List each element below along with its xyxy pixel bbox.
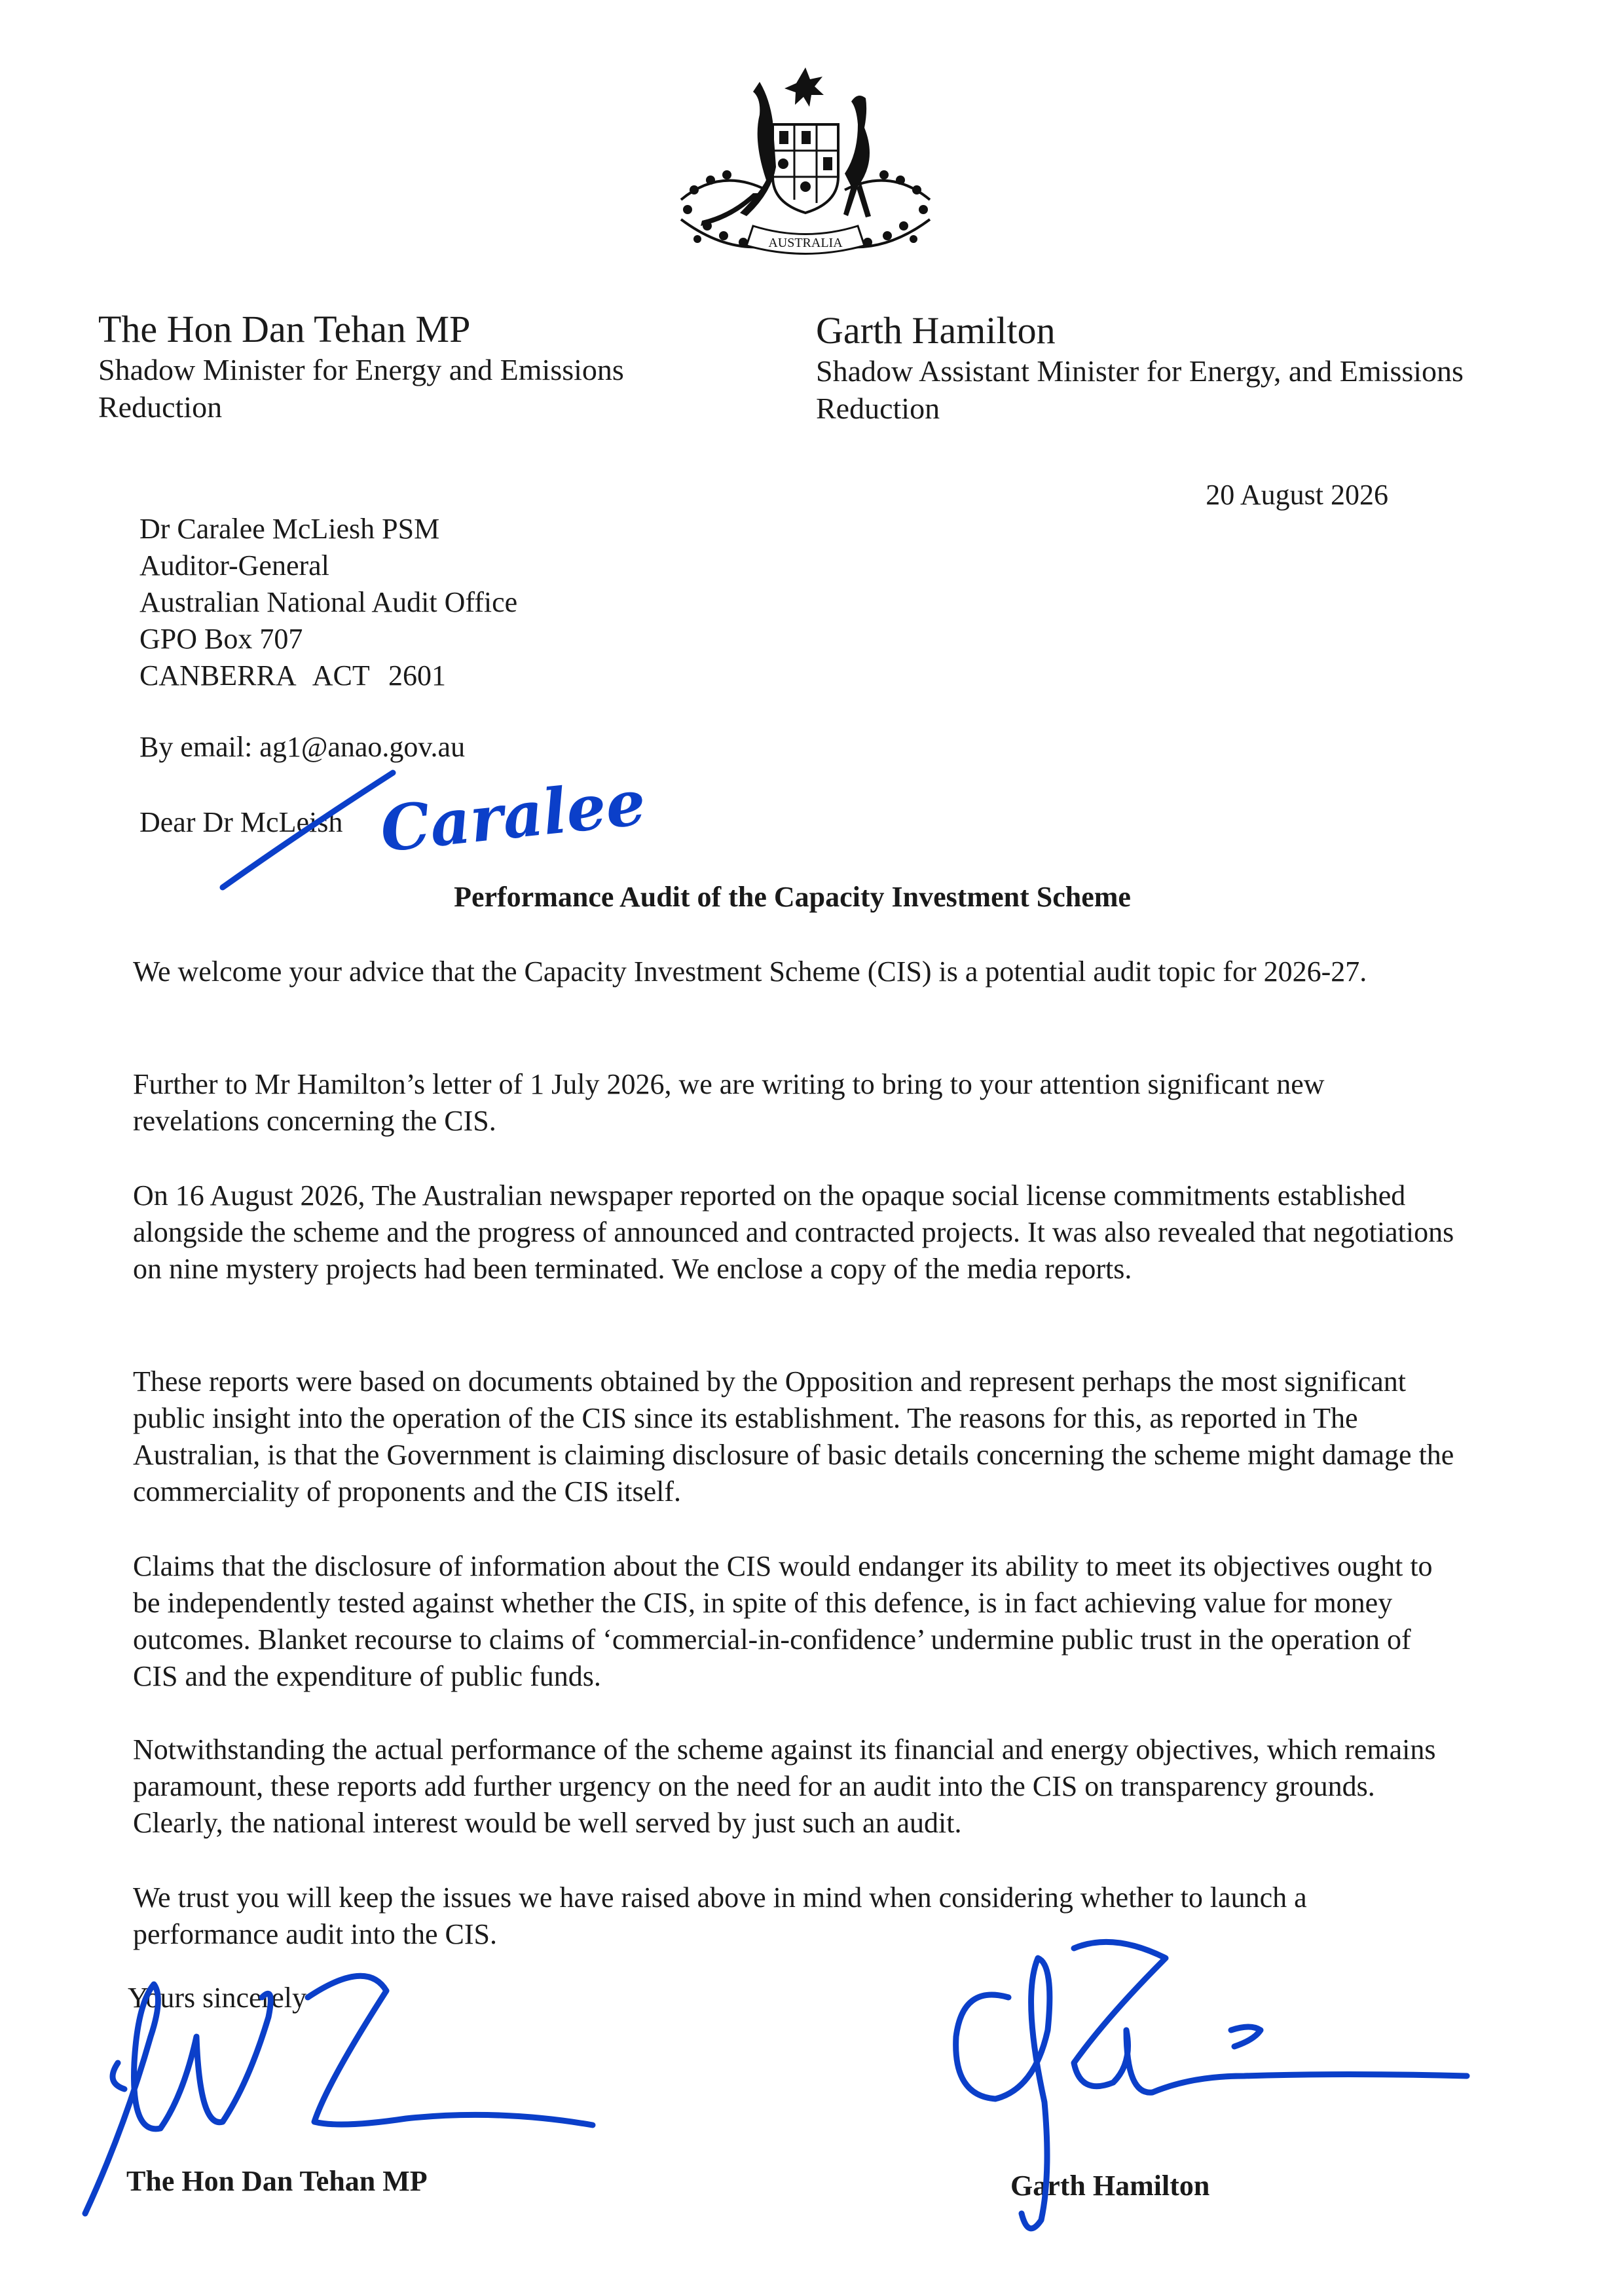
sender-heading-right bbox=[816, 309, 1490, 427]
signatory-name-left: The Hon Dan Tehan MP bbox=[126, 2165, 428, 2197]
body-paragraph-2: Further to Mr Hamilton’s letter of 1 July 2026, we are writing to bring to your attention significant new revelations concerning the CIS. bbox=[133, 1068, 1325, 1137]
handwritten-salutation: Caralee bbox=[377, 766, 649, 866]
addressee-organisation: Australian National Audit Office bbox=[139, 586, 518, 618]
signatory-name-right: Garth Hamilton bbox=[1010, 2170, 1210, 2202]
addressee-block bbox=[139, 511, 517, 694]
body-paragraph-7: We trust you will keep the issues we have raised above in mind when considering whether to launch a performance audit into the CIS. bbox=[133, 1881, 1307, 1950]
addressee-city-state-postcode: CANBERRA ACT 2601 bbox=[139, 659, 446, 692]
body-paragraph-6: Notwithstanding the actual performance of the scheme against its financial and energy objectives, which remains paramount, these reports add further urgency on the need for an audit into the CIS on transparency grounds. Clearly, the national interest would be well served by just such an audit. bbox=[133, 1733, 1436, 1839]
sender-name-left: The Hon Dan Tehan MP bbox=[98, 308, 471, 350]
body-paragraph-3: On 16 August 2026, The Australian newspaper reported on the opaque social license commitments established alongside the scheme and the progress of announced and contracted projects. It was also revealed that negotiations on nine mystery projects had been terminated. We enclose a copy of the media reports. bbox=[133, 1179, 1454, 1285]
body-paragraph-5: Claims that the disclosure of information about the CIS would endanger its ability to meet its objectives ought to be independently tested against whether the CIS, in spite of this defence, is in fact achieving value for money outcomes. Blanket recourse to claims of ‘commercial-in-confidence’ undermine public trust in the operation of CIS and the expenditure of public funds. bbox=[133, 1550, 1433, 1692]
salutation: Dear Dr McLeish bbox=[139, 806, 343, 838]
sender-title-right: Shadow Assistant Minister for Energy, and Emissions Reduction bbox=[816, 354, 1464, 425]
body-paragraph-4: These reports were based on documents obtained by the Opposition and represent perhaps the most significant public insight into the operation of the CIS since its establishment. The reasons for this, as reported in The Australian, is that the Government is claiming disclosure of basic details concerning the scheme might damage the commerciality of proponents and the CIS itself. bbox=[133, 1365, 1454, 1508]
sender-name-right: Garth Hamilton bbox=[816, 309, 1056, 352]
addressee-name: Dr Caralee McLiesh PSM bbox=[139, 513, 440, 545]
body-paragraph-1: We welcome your advice that the Capacity Investment Scheme (CIS) is a potential audit topic for 2026-27. bbox=[133, 955, 1367, 988]
letter-subject: Performance Audit of the Capacity Investment Scheme bbox=[454, 881, 1131, 913]
addressee-position: Auditor-General bbox=[139, 549, 329, 582]
sender-title-left: Shadow Minister for Energy and Emissions Reduction bbox=[98, 353, 624, 424]
sender-heading-left bbox=[98, 308, 740, 426]
closing-salutation: Yours sincerely bbox=[128, 1982, 306, 2014]
email-line: By email: ag1@anao.gov.au bbox=[139, 731, 466, 763]
addressee-po-box: GPO Box 707 bbox=[139, 623, 303, 655]
crest-banner-text: AUSTRALIA bbox=[768, 236, 843, 250]
letter-date: 20 August 2026 bbox=[1206, 479, 1388, 511]
australian-coat-of-arms-icon bbox=[661, 62, 950, 278]
